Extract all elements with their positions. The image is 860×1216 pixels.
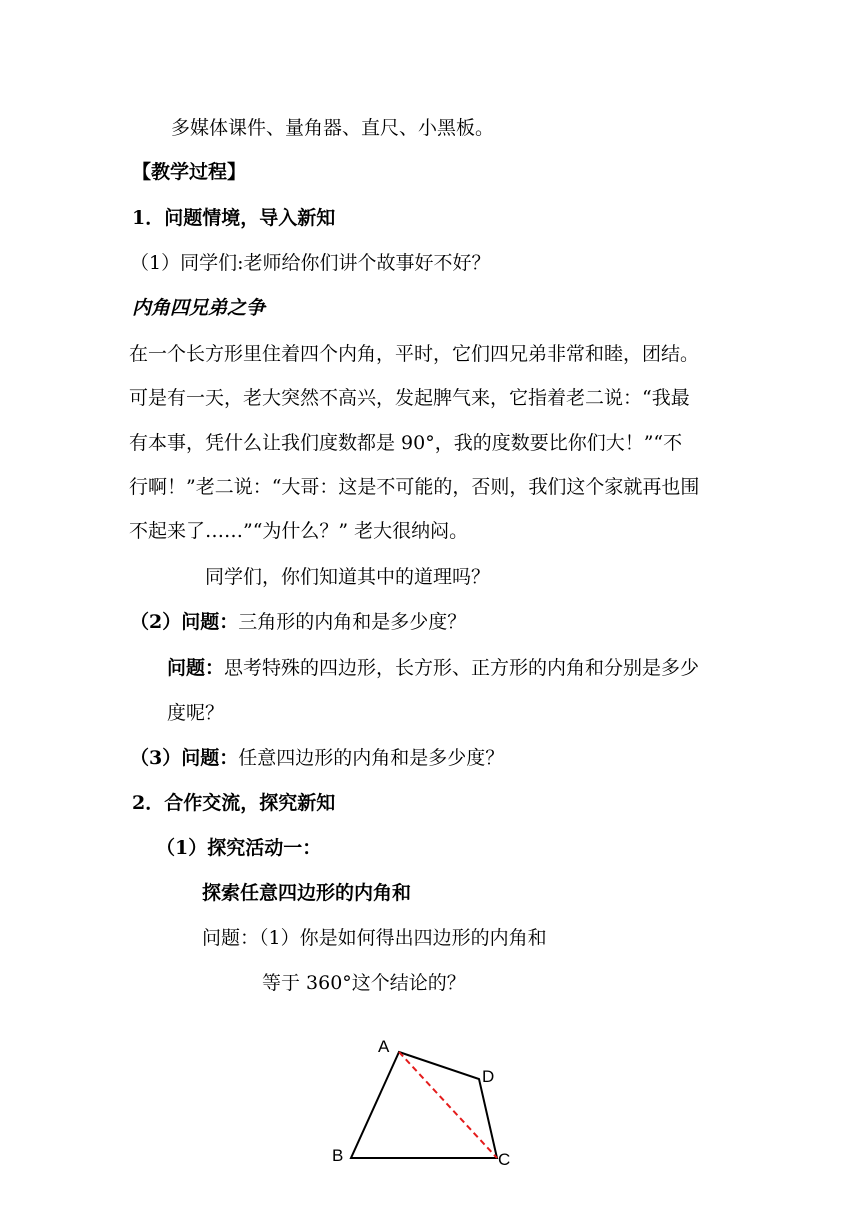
story-question: 同学们，你们知道其中的道理吗？ [205, 566, 491, 588]
vertex-label-b: B [332, 1146, 344, 1165]
question-3-label: （3）问题： [130, 747, 239, 769]
part2-heading: 2．合作交流，探究新知 [132, 792, 336, 814]
story-line-3: 有本事，凭什么让我们度数都是 90°，我的度数要比你们大！”“不 [129, 432, 683, 454]
activity-1-question-line-2: 等于 360°这个结论的？ [262, 972, 466, 994]
activity-1-heading: （1）探究活动一： [156, 837, 322, 859]
question-2-sub-text: 思考特殊的四边形，长方形、正方形的内角和分别是多少 [224, 657, 700, 679]
question-2 [130, 610, 466, 634]
quadrilateral-figure [320, 1030, 530, 1180]
question-2-sub [167, 656, 699, 680]
question-3 [130, 746, 504, 770]
story-line-5: 不起来了……”“为什么？” 老大很纳闷。 [129, 520, 469, 542]
question-2-label: （2）问题： [130, 611, 239, 633]
vertex-label-d: D [482, 1067, 495, 1086]
question-1-prompt: （1）同学们:老师给你们讲个故事好不好？ [130, 252, 491, 274]
vertex-label-a: A [378, 1037, 390, 1056]
story-line-4: 行啊！”老二说：“大哥：这是不可能的，否则，我们这个家就再也围 [129, 476, 700, 498]
part1-heading: 1．问题情境，导入新知 [132, 207, 336, 229]
section-heading: 【教学过程】 [132, 161, 247, 183]
activity-1-title: 探索任意四边形的内角和 [202, 882, 412, 904]
story-line-2: 可是有一天，老大突然不高兴，发起脾气来，它指着老二说：“我最 [129, 387, 690, 409]
question-2-sub-label: 问题： [167, 657, 225, 679]
activity-1-question-line-1: 问题：（1）你是如何得出四边形的内角和 [202, 927, 547, 949]
question-3-text: 任意四边形的内角和是多少度？ [238, 747, 505, 769]
quadrilateral-outline [351, 1052, 497, 1158]
vertex-label-c: C [498, 1150, 511, 1169]
materials-line: 多媒体课件、量角器、直尺、小黑板。 [171, 117, 495, 139]
story-title: 内角四兄弟之争 [132, 297, 266, 319]
question-2-sub-continuation: 度呢？ [167, 702, 225, 724]
question-2-text: 三角形的内角和是多少度？ [238, 611, 467, 633]
story-line-1: 在一个长方形里住着四个内角，平时，它们四兄弟非常和睦，团结。 [129, 343, 700, 365]
